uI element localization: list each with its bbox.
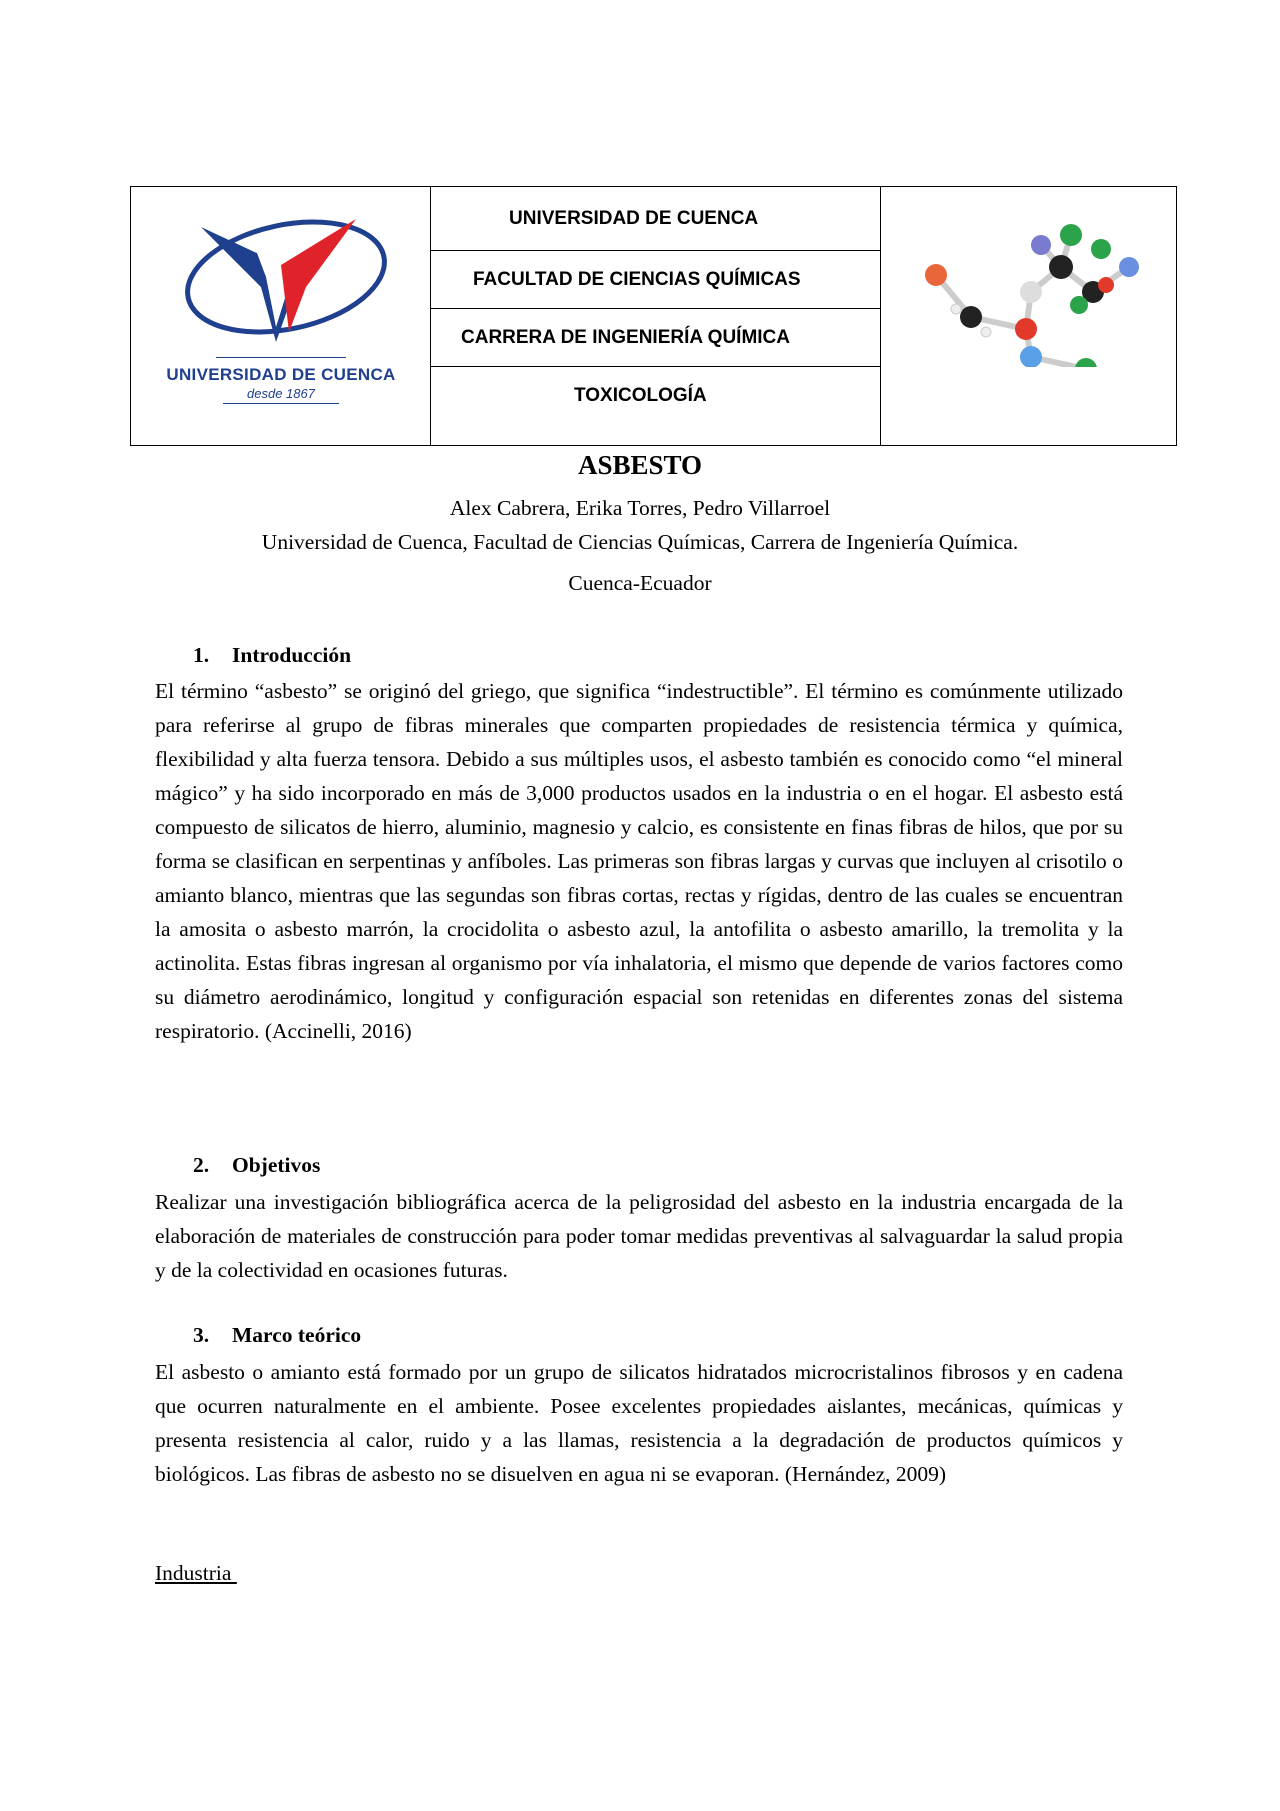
subheading-industry: Industria [155,1561,237,1585]
logo-since-text: desde 1867 [247,386,315,401]
header-subject: TOXICOLOGÍA [574,385,707,406]
section-heading-introduction [193,643,351,668]
section-title: Marco teórico [232,1323,362,1347]
section-number: 2. [193,1153,210,1177]
header-university: UNIVERSIDAD DE CUENCA [431,187,880,251]
section-number: 3. [193,1323,210,1347]
section-heading-objectives [193,1153,320,1178]
authors-line: Alex Cabrera, Erika Torres, Pedro Villarroel [449,496,831,520]
location-line: Cuenca-Ecuador [568,571,712,595]
section-text-theory: El asbesto o amianto está formado por un grupo de silicatos hidratados microcristalinos fibrosos y en cadena que ocurren naturalmente en el ambiente. Posee excelentes propiedades aislantes, mecánicas, químicas y presenta resistencia al calor, ruido y a las llamas, resistencia a la degradación de productos químicos y biológicos. Las fibras de asbesto no se disuelven en agua ni se evaporan. (Hernández, 2009) [155,1360,1123,1486]
logo-divider-top [216,357,346,358]
section-heading-theory [193,1323,361,1348]
header-titles-cell [431,187,881,445]
university-logo-cell [131,187,431,445]
university-logo-icon [181,207,396,357]
section-title: Objetivos [232,1153,321,1177]
molecule-icon [901,207,1151,367]
affiliation-line: Universidad de Cuenca, Facultad de Ciencias Químicas, Carrera de Ingeniería Química. [261,530,1019,554]
header-table [130,186,1177,446]
molecule-image-cell [881,187,1176,445]
logo-university-name: UNIVERSIDAD DE CUENCA [166,365,396,384]
header-faculty: FACULTAD DE CIENCIAS QUÍMICAS [431,251,880,309]
header-career: CARRERA DE INGENIERÍA QUÍMICA [431,309,880,367]
document-title: ASBESTO [577,450,703,480]
section-text-introduction: El término “asbesto” se originó del griego, que significa “indestructible”. El término es comúnmente utilizado para referirse al grupo de fibras minerales que comparten propiedades de resistencia térmica y química, flexibilidad y alta fuerza tensora. Debido a sus múltiples usos, el asbesto también es conocido como “el mineral mágico” y ha sido incorporado en más de 3,000 productos usados en la industria o en el hogar. El asbesto está compuesto de silicatos de hierro, aluminio, magnesio y calcio, es consistente en finas fibras de hilos, que por su forma se clasifican en serpentinas y anfíboles. Las primeras son fibras largas y curvas que incluyen al crisotilo o amianto blanco, mientras que las segundas son fibras cortas, rectas y rígidas, dentro de las cuales se encuentran la amosita o asbesto marrón, la crocidolita o asbesto azul, la antofilita o asbesto amarillo, la tremolita y la actinolita. Estas fibras ingresan al organismo por vía inhalatoria, el mismo que depende de varios factores como su diámetro aerodinámico, longitud y configuración espacial son retenidas en diferentes zonas del sistema respiratorio. (Accinelli, 2016) [155,679,1123,1043]
logo-divider-bottom [223,403,339,404]
section-title: Introducción [232,643,352,667]
section-number: 1. [193,643,210,667]
section-text-objectives: Realizar una investigación bibliográfica acerca de la peligrosidad del asbesto en la industria encargada de la elaboración de materiales de construcción para poder tomar medidas preventivas al salvaguardar la salud propia y de la colectividad en ocasiones futuras. [155,1190,1123,1282]
